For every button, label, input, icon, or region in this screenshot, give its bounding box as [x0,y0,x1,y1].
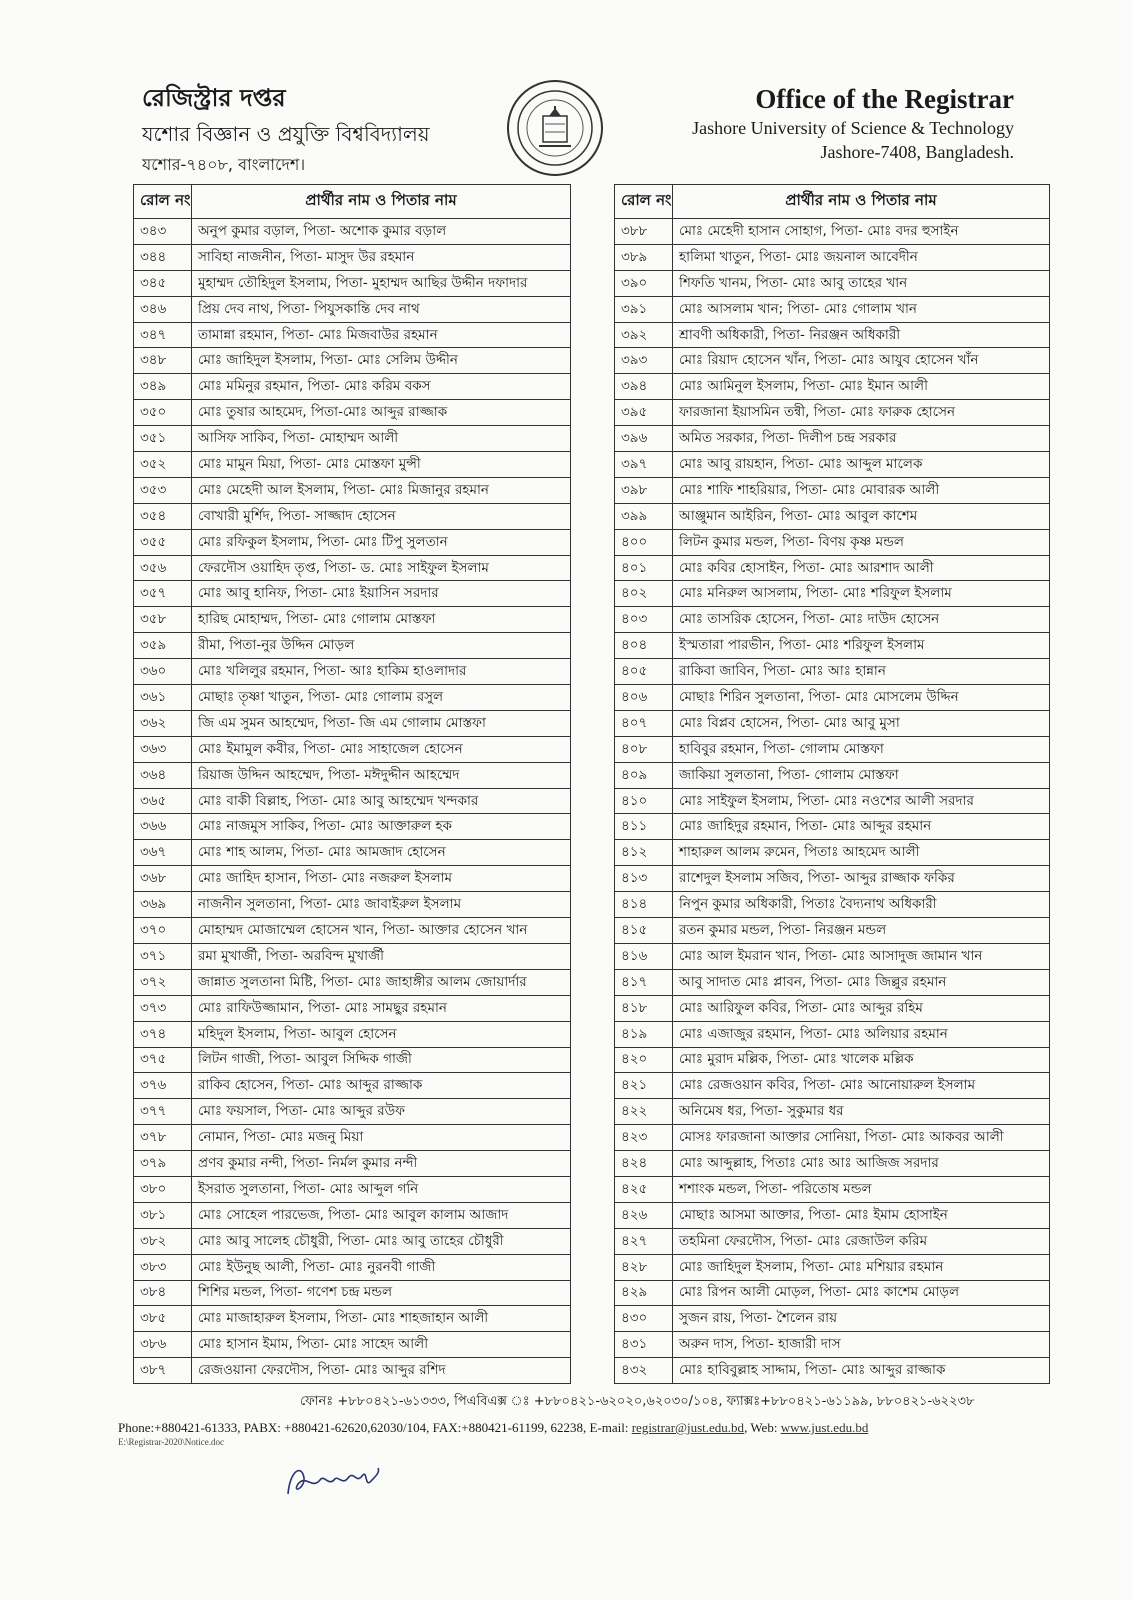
table-row [615,788,1050,814]
roll-number: ৩৮২ [134,1228,192,1254]
candidate-table-right [614,184,1050,1384]
candidate-name: ফেরদৌস ওয়াহিদ তৃপ্ত, পিতা- ড. মোঃ সাইফুল ইসলাম [192,555,571,581]
table-row [134,555,571,581]
candidate-name: মোঃ ইউনুছ আলী, পিতা- মোঃ নুরনবী গাজী [192,1254,571,1280]
roll-number: ৩৯১ [615,296,673,322]
table-row [615,633,1050,659]
roll-number: ৪০২ [615,581,673,607]
table-row [615,1047,1050,1073]
candidate-name: মোঃ নাজমুস সাকিব, পিতা- মোঃ আক্তারুল হক [192,814,571,840]
roll-number: ৩৮৮ [615,219,673,245]
candidate-name: নাজনীন সুলতানা, পিতা- মোঃ জাবাইরুল ইসলাম [192,892,571,918]
candidate-name: ফারজানা ইয়াসমিন তন্বী, পিতা- মোঃ ফারুক হোসেন [673,400,1050,426]
roll-number: ৪২২ [615,1099,673,1125]
roll-number: ৪২৯ [615,1280,673,1306]
candidate-name: হারিছ মোহাম্মদ, পিতা- মোঃ গোলাম মোস্তফা [192,607,571,633]
candidate-name: মোছাঃ তৃষ্ণা খাতুন, পিতা- মোঃ গোলাম রসুল [192,685,571,711]
roll-number: ৩৬২ [134,710,192,736]
candidate-name: হাবিবুর রহমান, পিতা- গোলাম মোস্তফা [673,736,1050,762]
bn-contact-line: ফোনঃ +৮৮০৪২১-৬১৩৩৩, পিএবিএক্স ঃ +৮৮০৪২১-৬২০২০,৬২০৩০/১০৪, ফ্যাক্সঃ+৮৮০৪২১-৬১১৯৯, ৮৮০৪২১-৬২২৩৮ [300,1394,975,1409]
table-row [615,969,1050,995]
candidate-name: মোসঃ ফারজানা আক্তার সোনিয়া, পিতা- মোঃ আকবর আলী [673,1125,1050,1151]
table-row [615,348,1050,374]
name-header: প্রার্থীর নাম ও পিতার নাম [192,185,571,219]
roll-number: ৪০৯ [615,762,673,788]
roll-number: ৩৬৪ [134,762,192,788]
roll-number: ৪২০ [615,1047,673,1073]
roll-number: ৪৩০ [615,1306,673,1332]
roll-number: ৩৮৭ [134,1358,192,1384]
table-row [615,322,1050,348]
roll-number: ৪০৭ [615,710,673,736]
left-table-body [134,219,571,1384]
table-row [615,503,1050,529]
roll-number: ৩৬০ [134,659,192,685]
roll-number: ৪২১ [615,1073,673,1099]
roll-number: ৩৯২ [615,322,673,348]
roll-number: ৩৪৯ [134,374,192,400]
table-row [615,1306,1050,1332]
candidate-name: মোঃ শাহ আলম, পিতা- মোঃ আমজাদ হোসেন [192,840,571,866]
candidate-name: মোঃ মমিনুর রহমান, পিতা- মোঃ করিম বকস [192,374,571,400]
table-row [134,1125,571,1151]
roll-number: ৪১৮ [615,995,673,1021]
candidate-name: অরুন দাস, পিতা- হাজারী দাস [673,1332,1050,1358]
table-row [615,1280,1050,1306]
candidate-name: শিশির মন্ডল, পিতা- গণেশ চন্দ্র মন্ডল [192,1280,571,1306]
candidate-name: নিপুন কুমার অধিকারী, পিতাঃ বৈদ্যনাথ অধিকারী [673,892,1050,918]
table-row [615,995,1050,1021]
table-row [615,426,1050,452]
table-row [615,374,1050,400]
roll-number: ৩৭৭ [134,1099,192,1125]
candidate-name: মোঃ সাইফুল ইসলাম, পিতা- মোঃ নওশের আলী সরদার [673,788,1050,814]
candidate-name: মোঃ ফয়সাল, পিতা- মোঃ আব্দুর রউফ [192,1099,571,1125]
table-row [134,529,571,555]
table-row [615,918,1050,944]
roll-number: ৪০৫ [615,659,673,685]
bn-university-name: যশোর বিজ্ঞান ও প্রযুক্তি বিশ্ববিদ্যালয় [142,122,430,146]
roll-number: ৪২৬ [615,1202,673,1228]
table-row [134,219,571,245]
table-row [134,685,571,711]
candidate-name: লিটন কুমার মন্ডল, পিতা- বিণয় কৃষ্ণ মন্ডল [673,529,1050,555]
table-row [134,762,571,788]
table-row [615,1176,1050,1202]
candidate-name: মোঃ তাসরিক হোসেন, পিতা- মোঃ দাউদ হোসেন [673,607,1050,633]
roll-number: ৩৯৩ [615,348,673,374]
bn-address: যশোর-৭৪০৮, বাংলাদেশ। [142,155,306,174]
table-row [615,943,1050,969]
roll-number: ৩৮৩ [134,1254,192,1280]
table-row [134,322,571,348]
roll-number: ৪১৯ [615,1021,673,1047]
roll-number: ৪১৪ [615,892,673,918]
candidate-name: নোমান, পিতা- মোঃ মজনু মিয়া [192,1125,571,1151]
table-row [615,710,1050,736]
roll-number: ৩৬৫ [134,788,192,814]
candidate-name: মোঃ সোহেল পারভেজ, পিতা- মোঃ আবুল কালাম আজাদ [192,1202,571,1228]
roll-number: ৩৯৫ [615,400,673,426]
roll-number: ৪১৫ [615,918,673,944]
roll-number: ৩৬৯ [134,892,192,918]
roll-number: ৩৫৬ [134,555,192,581]
candidate-name: তহমিনা ফেরদৌস, পিতা- মোঃ রেজাউল করিম [673,1228,1050,1254]
table-row [134,244,571,270]
table-row [134,736,571,762]
candidate-name: ইসরাত সুলতানা, পিতা- মোঃ আব্দুল গনি [192,1176,571,1202]
candidate-name: মোঃ বাকী বিল্লাহ, পিতা- মোঃ আবু আহম্মেদ খন্দকার [192,788,571,814]
candidate-name: মোঃ কবির হোসাইন, পিতা- মোঃ আরশাদ আলী [673,555,1050,581]
candidate-name: মোঃ হাসান ইমাম, পিতা- মোঃ সাহেদ আলী [192,1332,571,1358]
roll-number: ৪০১ [615,555,673,581]
roll-number: ৪২৮ [615,1254,673,1280]
table-row [615,529,1050,555]
roll-header: রোল নং [615,185,673,219]
candidate-name: সাবিহা নাজনীন, পিতা- মাসুদ উর রহমান [192,244,571,270]
table-row [134,581,571,607]
table-row [134,969,571,995]
candidate-name: রাকিবা জাবিন, পিতা- মোঃ আঃ হান্নান [673,659,1050,685]
table-row [615,840,1050,866]
table-row [615,607,1050,633]
table-row [615,1099,1050,1125]
candidate-name: মোঃ এজাজুর রহমান, পিতা- মোঃ অলিয়ার রহমান [673,1021,1050,1047]
table-row [615,1151,1050,1177]
table-row [134,1073,571,1099]
roll-number: ৪০৩ [615,607,673,633]
roll-number: ৩৯০ [615,270,673,296]
candidate-name: রাশেদুল ইসলাম সজিব, পিতা- আব্দুর রাজ্জাক ফকির [673,866,1050,892]
table-row [615,477,1050,503]
roll-number: ৩৬৩ [134,736,192,762]
table-row [134,892,571,918]
roll-number: ৩৬১ [134,685,192,711]
candidate-name: মহিদুল ইসলাম, পিতা- আবুল হোসেন [192,1021,571,1047]
web-label: , Web: [744,1420,781,1435]
candidate-name: রতন কুমার মন্ডল, পিতা- নিরঞ্জন মন্ডল [673,918,1050,944]
table-row [615,296,1050,322]
candidate-name: মোঃ বিপ্লব হোসেন, পিতা- মোঃ আবু মুসা [673,710,1050,736]
roll-number: ৩৪৭ [134,322,192,348]
candidate-name: মোঃ শাফি শাহরিয়ার, পিতা- মোঃ মোবারক আলী [673,477,1050,503]
roll-number: ৪২৩ [615,1125,673,1151]
roll-number: ৩৪৪ [134,244,192,270]
roll-number: ৩৭৩ [134,995,192,1021]
candidate-name: প্রণব কুমার নন্দী, পিতা- নির্মল কুমার নন্দী [192,1151,571,1177]
candidate-name: লিটন গাজী, পিতা- আবুল সিদ্দিক গাজী [192,1047,571,1073]
roll-number: ৩৭৬ [134,1073,192,1099]
candidate-name: মোঃ আসলাম খান; পিতা- মোঃ গোলাম খান [673,296,1050,322]
roll-number: ৩৫২ [134,452,192,478]
roll-number: ৩৭৮ [134,1125,192,1151]
table-row [134,348,571,374]
table-row [134,1332,571,1358]
roll-number: ৪২৪ [615,1151,673,1177]
roll-number: ৩৫৭ [134,581,192,607]
candidate-name: মোঃ জাহিদুল ইসলাম, পিতা- মোঃ মশিয়ার রহমান [673,1254,1050,1280]
table-row [615,1254,1050,1280]
roll-number: ৩৫৫ [134,529,192,555]
table-row [615,892,1050,918]
candidate-name: মোঃ তুষার আহমেদ, পিতা-মোঃ আব্দুর রাজ্জাক [192,400,571,426]
en-contact-line [118,1420,868,1436]
roll-number: ৩৭০ [134,918,192,944]
candidate-name: মোঃ আল ইমরান খান, পিতা- মোঃ আসাদুজ জামান খান [673,943,1050,969]
table-row [134,452,571,478]
roll-number: ৩৭৯ [134,1151,192,1177]
table-row [134,1280,571,1306]
roll-number: ৪১১ [615,814,673,840]
table-row [134,1306,571,1332]
candidate-name: মোঃ খলিলুর রহমান, পিতা- আঃ হাকিম হাওলাদার [192,659,571,685]
roll-number: ৩৮৫ [134,1306,192,1332]
candidate-name: বোখারী মুর্শিদ, পিতা- সাজ্জাদ হোসেন [192,503,571,529]
candidate-name: মোঃ মাজাহারুল ইসলাম, পিতা- মোঃ শাহজাহান আলী [192,1306,571,1332]
table-row [615,762,1050,788]
candidate-name: রিয়াজ উদ্দিন আহম্মেদ, পিতা- মঈদুদ্দীন আহম্মেদ [192,762,571,788]
candidate-name: মোছাঃ আসমা আক্তার, পিতা- মোঃ ইমাম হোসাইন [673,1202,1050,1228]
roll-number: ৩৬৬ [134,814,192,840]
table-row [615,270,1050,296]
roll-number: ৩৫০ [134,400,192,426]
table-row [134,1021,571,1047]
table-row [134,710,571,736]
candidate-name: অমিত সরকার, পিতা- দিলীপ চন্দ্র সরকার [673,426,1050,452]
roll-number: ৩৯৯ [615,503,673,529]
candidate-name: মোঃ আবু সালেহ চৌধুরী, পিতা- মোঃ আবু তাহের চৌধুরী [192,1228,571,1254]
candidate-name: আঞ্জুমান আইরিন, পিতা- মোঃ আবুল কাশেম [673,503,1050,529]
en-office-title: Office of the Registrar [755,84,1014,114]
candidate-name: মোঃ মামুন মিয়া, পিতা- মোঃ মোস্তফা মুন্সী [192,452,571,478]
table-row [134,1202,571,1228]
table-row [615,1332,1050,1358]
candidate-name: মোঃ রিয়াদ হোসেন খাঁন, পিতা- মোঃ আযুব হোসেন খাঁন [673,348,1050,374]
roll-number: ৩৪৫ [134,270,192,296]
table-row [134,918,571,944]
candidate-name: মোঃ জাহিদুল ইসলাম, পিতা- মোঃ সেলিম উদ্দীন [192,348,571,374]
candidate-name: মুহাম্মদ তৌহিদুল ইসলাম, পিতা- মুহাম্মদ আছির উদ্দীন দফাদার [192,270,571,296]
table-row [615,685,1050,711]
candidate-name: শিফতি খানম, পিতা- মোঃ আবু তাহের খান [673,270,1050,296]
table-row [615,1202,1050,1228]
candidate-name: জি এম সুমন আহম্মেদ, পিতা- জি এম গোলাম মোস্তফা [192,710,571,736]
roll-number: ৪০০ [615,529,673,555]
roll-number: ৩৫৮ [134,607,192,633]
candidate-name: রেজওয়ানা ফেরদৌস, পিতা- মোঃ আব্দুর রশিদ [192,1358,571,1384]
table-row [615,452,1050,478]
candidate-name: মোছাঃ শিরিন সুলতানা, পিতা- মোঃ মোসলেম উদ্দিন [673,685,1050,711]
candidate-table-left [133,184,571,1384]
table-row [615,555,1050,581]
table-row [134,1099,571,1125]
candidate-name: আবু সাদাত মোঃ প্লাবন, পিতা- মোঃ জিল্লুর রহমান [673,969,1050,995]
candidate-name: শশাংক মন্ডল, পিতা- পরিতোষ মন্ডল [673,1176,1050,1202]
candidate-name: আসিফ সাকিব, পিতা- মোহাম্মদ আলী [192,426,571,452]
candidate-name: মোঃ আব্দুল্লাহ, পিতাঃ মোঃ আঃ আজিজ সরদার [673,1151,1050,1177]
candidate-name: মোঃ মেহেদী হাসান সোহাগ, পিতা- মোঃ বদর হুসাইন [673,219,1050,245]
table-row [134,1047,571,1073]
roll-number: ৪১০ [615,788,673,814]
roll-number: ৩৯৭ [615,452,673,478]
website-link[interactable]: www.just.edu.bd [780,1420,869,1435]
roll-number: ৩৭৫ [134,1047,192,1073]
roll-number: ৪২৫ [615,1176,673,1202]
candidate-name: মোঃ রেজওয়ান কবির, পিতা- মোঃ আনোয়ারুল ইসলাম [673,1073,1050,1099]
table-row [134,270,571,296]
candidate-name: মোঃ আবু রায়হান, পিতা- মোঃ আব্দুল মালেক [673,452,1050,478]
table-row [134,1254,571,1280]
table-row [615,1228,1050,1254]
letterhead [0,0,1132,180]
roll-number: ৩৮১ [134,1202,192,1228]
candidate-name: মোঃ রাফিউজ্জামান, পিতা- মোঃ সামছুর রহমান [192,995,571,1021]
candidate-name: অনিমেষ ধর, পিতা- সুকুমার ধর [673,1099,1050,1125]
roll-number: ৩৭১ [134,943,192,969]
table-row [615,1358,1050,1384]
roll-number: ৪০৬ [615,685,673,711]
file-path: E:\Registrar-2020\Notice.doc [118,1437,225,1447]
candidate-name: তামান্না রহমান, পিতা- মোঃ মিজবাউর রহমান [192,322,571,348]
roll-number: ৩৫১ [134,426,192,452]
roll-number: ৪২৭ [615,1228,673,1254]
table-row [134,296,571,322]
table-row [615,219,1050,245]
table-row [615,659,1050,685]
roll-number: ৩৯৮ [615,477,673,503]
candidate-name: প্রিয় দেব নাথ, পিতা- পিযুসকান্তি দেব নাথ [192,296,571,322]
table-row [134,426,571,452]
roll-number: ৪০৮ [615,736,673,762]
table-row [134,788,571,814]
candidate-name: মোঃ মুরাদ মল্লিক, পিতা- মোঃ খালেক মল্লিক [673,1047,1050,1073]
table-row [134,503,571,529]
table-row [134,1358,571,1384]
roll-number: ৩৯৬ [615,426,673,452]
candidate-name: সুজন রায়, পিতা- শৈলেন রায় [673,1306,1050,1332]
handwritten-signature [280,1450,400,1510]
table-row [615,814,1050,840]
roll-number: ৪১২ [615,840,673,866]
name-header: প্রার্থীর নাম ও পিতার নাম [673,185,1050,219]
roll-number: ৩৬৮ [134,866,192,892]
candidate-name: মোঃ রিপন আলী মোড়ল, পিতা- মোঃ কাশেম মোড়ল [673,1280,1050,1306]
table-row [134,943,571,969]
candidate-name: হালিমা খাতুন, পিতা- মোঃ জয়নাল আবেদীন [673,244,1050,270]
roll-number: ৩৮৬ [134,1332,192,1358]
candidate-name: রাকিব হোসেন, পিতা- মোঃ আব্দুর রাজ্জাক [192,1073,571,1099]
table-row [615,1125,1050,1151]
en-contact-text: Phone:+880421-61333, PABX: +880421-62620,62030/104, FAX:+880421-61199, 62238, E-mail: [118,1420,632,1435]
table-row [134,866,571,892]
email-link[interactable]: registrar@just.edu.bd [631,1420,745,1435]
candidate-name: মোঃ ইমামুল কবীর, পিতা- মোঃ সাহাজেল হোসেন [192,736,571,762]
table-row [615,866,1050,892]
roll-number: ৩৬৭ [134,840,192,866]
roll-number: ৩৮৯ [615,244,673,270]
roll-number: ৩৪৩ [134,219,192,245]
table-row [134,659,571,685]
en-university-name: Jashore University of Science & Technology [692,118,1014,138]
roll-number: ৩৫৪ [134,503,192,529]
candidate-name: শ্রাবণী অধিকারী, পিতা- নিরঞ্জন অধিকারী [673,322,1050,348]
table-row [134,1176,571,1202]
table-row [615,1073,1050,1099]
candidate-name: মোঃ মনিরুল আসলাম, পিতা- মোঃ শরিফুল ইসলাম [673,581,1050,607]
candidate-name: জান্নাত সুলতানা মিষ্টি, পিতা- মোঃ জাহাঙ্গীর আলম জোয়ার্দার [192,969,571,995]
bn-office-title: রেজিস্ট্রার দপ্তর [142,84,286,112]
roll-number: ৪১৬ [615,943,673,969]
table-row [615,736,1050,762]
university-seal-icon [505,78,605,178]
roll-number: ৪৩২ [615,1358,673,1384]
roll-number: ৩৯৪ [615,374,673,400]
table-row [134,374,571,400]
table-row [134,1228,571,1254]
table-row [615,1021,1050,1047]
candidate-name: মোঃ আমিনুল ইসলাম, পিতা- মোঃ ইমান আলী [673,374,1050,400]
table-row [134,400,571,426]
roll-number: ৩৪৬ [134,296,192,322]
table-row [134,840,571,866]
table-row [134,995,571,1021]
roll-number: ৩৭২ [134,969,192,995]
table-row [615,244,1050,270]
roll-number: ৩৫৩ [134,477,192,503]
table-row [615,400,1050,426]
candidate-name: মোঃ হাবিবুল্লাহ সাদ্দাম, পিতা- মোঃ আব্দুর রাজ্জাক [673,1358,1050,1384]
roll-number: ৪০৪ [615,633,673,659]
en-address: Jashore-7408, Bangladesh. [820,142,1014,162]
candidate-name: অনুপ কুমার বড়াল, পিতা- অশোক কুমার বড়াল [192,219,571,245]
candidate-name: জাকিয়া সুলতানা, পিতা- গোলাম মোস্তফা [673,762,1050,788]
candidate-name: মোঃ আরিফুল কবির, পিতা- মোঃ আব্দুর রহিম [673,995,1050,1021]
roll-header: রোল নং [134,185,192,219]
roll-number: ৪৩১ [615,1332,673,1358]
candidate-name: মোঃ জাহিদ হাসান, পিতা- মোঃ নজরুল ইসলাম [192,866,571,892]
candidate-name: মোঃ জাহিদুর রহমান, পিতা- মোঃ আব্দুর রহমান [673,814,1050,840]
table-row [134,607,571,633]
candidate-name: মোঃ রফিকুল ইসলাম, পিতা- মোঃ টিপু সুলতান [192,529,571,555]
candidate-name: শাহারুল আলম রুমেন, পিতাঃ আহমেদ আলী [673,840,1050,866]
table-row [134,633,571,659]
roll-number: ৩৮০ [134,1176,192,1202]
candidate-name: ইস্মতারা পারভীন, পিতা- মোঃ শরিফুল ইসলাম [673,633,1050,659]
table-row [134,814,571,840]
table-row [134,1151,571,1177]
roll-number: ৩৭৪ [134,1021,192,1047]
candidate-name: রমা মুখার্জী, পিতা- অরবিন্দ মুখার্জী [192,943,571,969]
roll-number: ৩৪৮ [134,348,192,374]
candidate-name: মোঃ আবু হানিফ, পিতা- মোঃ ইয়াসিন সরদার [192,581,571,607]
candidate-name: মোহাম্মদ মোজাম্মেল হোসেন খান, পিতা- আক্তার হোসেন খান [192,918,571,944]
candidate-name: মোঃ মেহেদী আল ইসলাম, পিতা- মোঃ মিজানুর রহমান [192,477,571,503]
candidate-name: রীমা, পিতা-নুর উদ্দিন মোড়ল [192,633,571,659]
roll-number: ৪১৩ [615,866,673,892]
roll-number: ৩৮৪ [134,1280,192,1306]
table-row [615,581,1050,607]
right-table-body [615,219,1050,1384]
roll-number: ৩৫৯ [134,633,192,659]
roll-number: ৪১৭ [615,969,673,995]
table-row [134,477,571,503]
